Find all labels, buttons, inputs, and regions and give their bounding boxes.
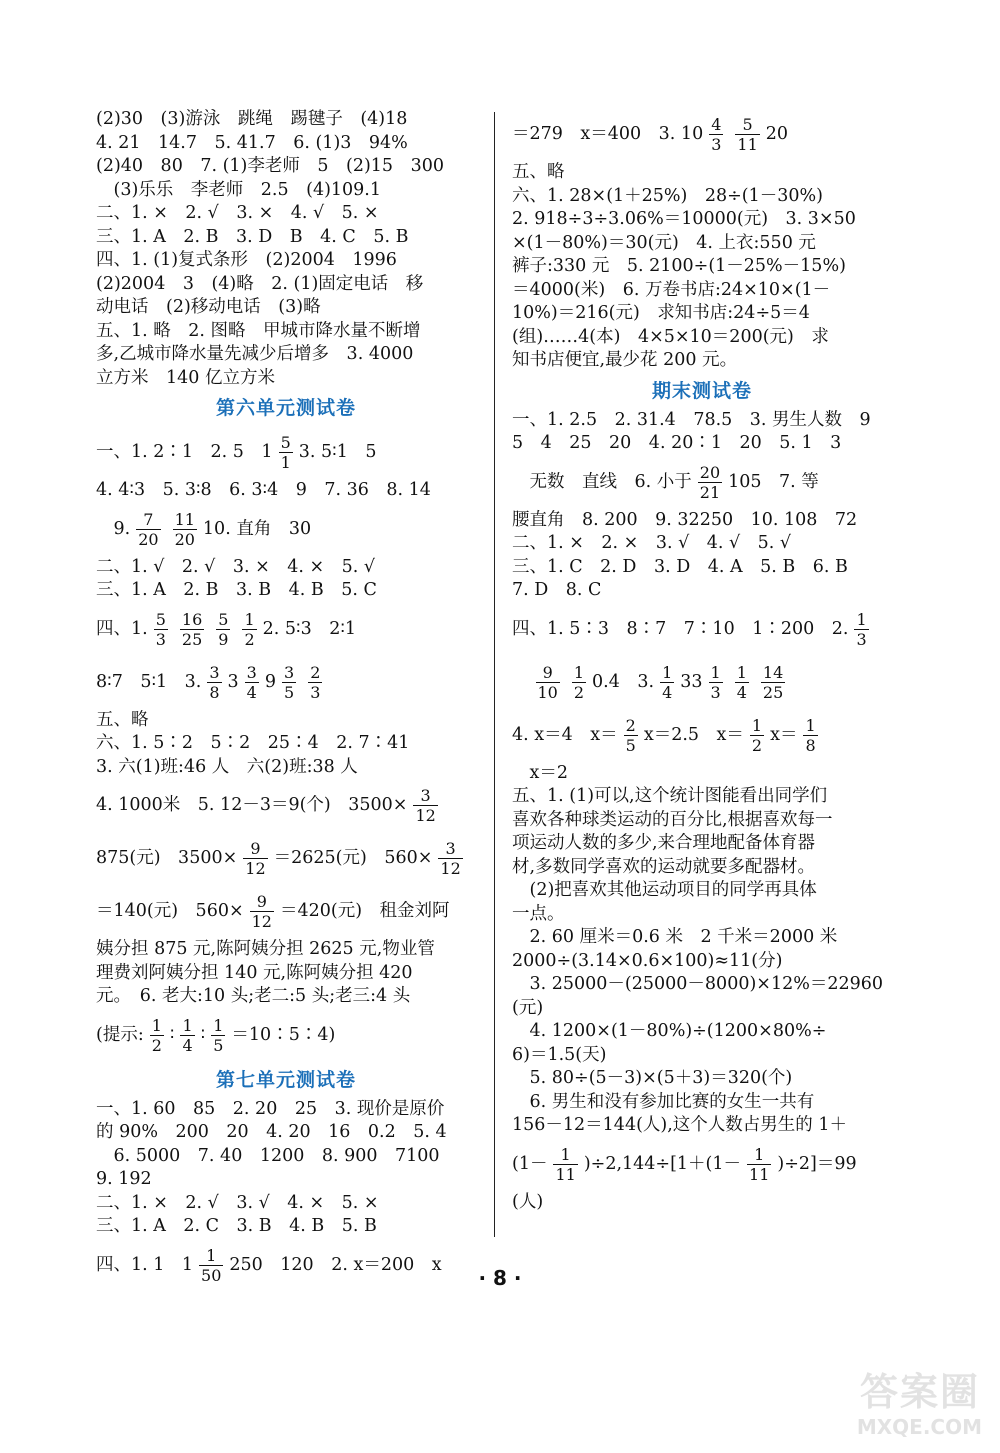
fraction-numerator: 16 xyxy=(181,609,203,629)
answer-line xyxy=(512,1020,892,1043)
fraction-numerator: 9 xyxy=(250,839,261,858)
fraction-denominator: 4 xyxy=(662,682,673,702)
answer-line xyxy=(96,426,476,478)
answer-text: 五、1. 略 2. 图略 甲城市降水量不断增 xyxy=(96,320,421,341)
watermark-bottom-text: MXQE.COM xyxy=(856,1415,982,1439)
answer-line xyxy=(96,579,476,602)
answer-text: 105 7. 等 xyxy=(728,471,819,492)
fraction-numerator: 9 xyxy=(256,892,267,911)
fraction-numerator: 1 xyxy=(213,1015,224,1035)
answer-text: 10. 直角 30 xyxy=(202,518,312,539)
fraction xyxy=(279,433,293,472)
answer-text: 四、1. xyxy=(96,618,148,639)
fraction-numerator: 5 xyxy=(280,433,291,452)
answer-line xyxy=(96,179,476,202)
fraction xyxy=(624,716,638,755)
answer-line xyxy=(96,343,476,366)
answer-text: ×(1－80%)＝30(元) 4. 上衣:550 元 xyxy=(512,232,816,253)
answer-text: 2. 5∶3 2∶1 xyxy=(262,618,357,639)
fraction-denominator: 3 xyxy=(710,682,721,702)
answer-line xyxy=(512,926,892,949)
answer-line xyxy=(512,879,892,902)
fraction xyxy=(438,839,462,878)
fraction-numerator: 3 xyxy=(284,662,295,682)
fraction-numerator: 1 xyxy=(151,1015,162,1035)
answer-line xyxy=(96,132,476,155)
fraction-denominator: 50 xyxy=(201,1265,222,1285)
fraction xyxy=(216,610,230,649)
answer-text: 的 90% 200 20 4. 20 16 0.2 5. 4 xyxy=(96,1122,447,1142)
answer-text: 三、1. C 2. D 3. D 4. A 5. B 6. B xyxy=(512,556,848,577)
right-column xyxy=(512,108,892,1214)
answer-text: (2)把喜欢其他运动项目的同学再具体 xyxy=(512,880,817,900)
answer-text: (3)乐乐 李老师 2.5 (4)109.1 xyxy=(96,179,382,200)
answer-text: 2. 918÷3÷3.06%＝10000(元) 3. 3×50 xyxy=(512,209,856,229)
fraction xyxy=(154,610,168,649)
answer-line xyxy=(512,1138,892,1190)
answer-line xyxy=(96,656,476,708)
answer-text: 姨分担 875 元,陈阿姨分担 2625 元,物业管 xyxy=(96,939,435,959)
answer-line xyxy=(512,185,892,208)
fraction xyxy=(854,610,868,649)
answer-text: 三、1. A 2. B 3. B 4. B 5. C xyxy=(96,580,377,600)
answer-line xyxy=(96,503,476,555)
fraction-numerator: 1 xyxy=(736,662,747,682)
fraction-denominator: 1 xyxy=(280,453,291,472)
answer-text: ＝420(元) 租金刘阿 xyxy=(279,901,450,921)
fraction-denominator: 25 xyxy=(181,629,203,649)
answer-text: 知书店便宜,最少花 200 元。 xyxy=(512,350,738,370)
answer-text: 二、1. × 2. √ 3. √ 4. × 5. × xyxy=(96,1192,379,1213)
section-heading: 第六单元测试卷 xyxy=(215,397,356,419)
answer-text: 三、1. A 2. B 3. D B 4. C 5. B xyxy=(96,226,409,247)
answer-line xyxy=(96,155,476,178)
fraction-denominator: 5 xyxy=(284,682,295,702)
fraction xyxy=(660,663,674,702)
answer-line xyxy=(96,603,476,655)
fraction-denominator: 3 xyxy=(856,629,867,649)
fraction-denominator: 12 xyxy=(440,859,461,878)
fraction-numerator: 1 xyxy=(751,715,763,735)
answer-line xyxy=(96,1009,476,1061)
answer-line xyxy=(512,832,892,855)
answer-line xyxy=(512,1067,892,1090)
fraction-numerator: 5 xyxy=(218,609,229,629)
fraction xyxy=(803,716,817,755)
answer-text: 无数 直线 6. 小于 xyxy=(512,471,692,492)
fraction-denominator: 4 xyxy=(182,1035,193,1055)
answer-text: 6. 男生和没有参加比赛的女生一共有 xyxy=(512,1091,815,1112)
fraction-denominator: 11 xyxy=(555,1164,576,1184)
answer-text: 2. 60 厘米＝0.6 米 2 千米＝2000 米 xyxy=(512,927,838,947)
answer-text: )÷2]＝99 xyxy=(777,1153,857,1174)
answer-line xyxy=(512,208,892,231)
answer-text: (2)2004 3 (4)略 2. (1)固定电话 移 xyxy=(96,273,424,294)
fraction-numerator: 20 xyxy=(699,462,721,482)
answer-text: 四、1. (1)复式条形 (2)2004 1996 xyxy=(96,250,397,270)
answer-text: (提示: xyxy=(96,1024,144,1045)
fraction xyxy=(211,1016,225,1055)
answer-line xyxy=(512,809,892,832)
answer-line xyxy=(512,232,892,255)
answer-line xyxy=(512,532,892,555)
answer-text: x＝2 xyxy=(512,762,569,783)
answer-line xyxy=(512,656,892,708)
fraction-denominator: 5 xyxy=(213,1035,224,1055)
answer-text: 4. 1000米 5. 12－3＝9(个) 3500× xyxy=(96,795,408,815)
answer-text: 二、1. √ 2. √ 3. × 4. × 5. √ xyxy=(96,556,376,577)
fraction xyxy=(150,1016,164,1055)
answer-line xyxy=(96,756,476,779)
answer-text: 多,乙城市降水量先减少后增多 3. 4000 xyxy=(96,344,414,364)
fraction-numerator: 1 xyxy=(244,609,255,629)
fraction-numerator: 3 xyxy=(246,662,257,682)
answer-text: 33 xyxy=(680,671,703,692)
answer-text: ＝4000(米) 6. 万卷书店:24×10×(1－ xyxy=(512,279,831,300)
answer-line xyxy=(512,108,892,160)
answer-text: ＝279 x＝400 3. 10 xyxy=(512,124,704,144)
answer-line xyxy=(512,349,892,372)
answer-text: (2)30 (3)游泳 跳绳 踢毽子 (4)18 xyxy=(96,109,408,129)
fraction-numerator: 3 xyxy=(209,662,220,682)
watermark-top-text: 答案圈 xyxy=(859,1370,980,1414)
fraction xyxy=(709,663,723,702)
fraction-denominator: 12 xyxy=(415,806,436,825)
answer-text: 腰直角 8. 200 9. 32250 10. 108 72 xyxy=(512,509,858,530)
fraction-numerator: 1 xyxy=(662,662,673,682)
section-heading: 期末测试卷 xyxy=(651,379,752,402)
answer-text: 四、1. 1 1 xyxy=(96,1254,194,1275)
fraction-numerator: 1 xyxy=(560,1144,571,1164)
fraction-denominator: 2 xyxy=(151,1035,162,1055)
fraction-numerator: 3 xyxy=(445,839,456,858)
fraction-numerator: 14 xyxy=(762,662,784,682)
answer-text: 二、1. × 2. × 3. √ 4. √ 5. √ xyxy=(512,533,792,553)
answer-text: ∶ xyxy=(200,1024,206,1045)
fraction xyxy=(572,663,586,702)
answer-line xyxy=(512,1191,892,1214)
answer-line xyxy=(512,709,892,761)
answer-line xyxy=(96,202,476,225)
fraction xyxy=(207,663,221,702)
fraction xyxy=(735,663,749,702)
answer-text: 项运动人数的多少,来合理地配备体育器 xyxy=(512,833,816,853)
answer-line xyxy=(96,1192,476,1215)
fraction xyxy=(136,510,160,549)
fraction xyxy=(308,663,322,702)
answer-text: 3. 5∶1 5 xyxy=(298,442,377,462)
answer-text: 二、1. × 2. √ 3. × 4. √ 5. × xyxy=(96,203,379,223)
answer-text: ＝10∶5∶4) xyxy=(231,1024,336,1045)
answer-text: 4. 1200×(1－80%)÷(1200×80%÷ xyxy=(512,1021,827,1041)
answer-line xyxy=(512,785,892,808)
answer-text: 6)＝1.5(天) xyxy=(512,1044,607,1065)
answer-line xyxy=(512,856,892,879)
answer-text: 6. 5000 7. 40 1200 8. 900 7100 xyxy=(96,1145,440,1166)
fraction-denominator: 4 xyxy=(246,682,257,702)
answer-line xyxy=(96,108,476,131)
answer-text: x＝2.5 x＝ xyxy=(643,724,744,745)
answer-text: 7. D 8. C xyxy=(512,580,602,600)
fraction-denominator: 10 xyxy=(537,682,558,702)
answer-line xyxy=(512,432,892,455)
answer-text: 三、1. A 2. C 3. B 4. B 5. B xyxy=(96,1216,377,1236)
answer-line xyxy=(96,732,476,755)
answer-text: 理费刘阿姨分担 140 元,陈阿姨分担 420 xyxy=(96,962,413,983)
answer-line xyxy=(96,1098,476,1121)
answer-text: (人) xyxy=(512,1191,544,1212)
answer-line xyxy=(96,556,476,579)
fraction xyxy=(250,892,274,931)
answer-text: 9. xyxy=(96,518,131,539)
fraction xyxy=(698,463,722,502)
answer-line xyxy=(96,226,476,249)
fraction-numerator: 5 xyxy=(155,609,166,629)
fraction-denominator: 21 xyxy=(699,482,721,502)
answer-line xyxy=(512,973,892,996)
answer-line xyxy=(96,962,476,985)
answer-text: 材,多数同学喜欢的运动就要多配器材。 xyxy=(512,856,816,877)
answer-text: 五、略 xyxy=(96,709,149,730)
watermark-logo xyxy=(836,1361,986,1441)
answer-text: 六、1. 28×(1＋25%) 28÷(1－30%) xyxy=(512,185,823,206)
answer-line xyxy=(96,273,476,296)
fraction-denominator: 20 xyxy=(138,529,159,549)
answer-text: 立方米 140 亿立方米 xyxy=(96,367,275,388)
answer-line xyxy=(96,1168,476,1191)
fraction xyxy=(245,663,259,702)
fraction-denominator: 4 xyxy=(736,682,747,702)
answer-line xyxy=(512,456,892,508)
answer-text: 4. 21 14.7 5. 41.7 6. (1)3 94% xyxy=(96,132,408,153)
fraction-numerator: 1 xyxy=(805,715,816,735)
fraction-numerator: 1 xyxy=(754,1144,765,1164)
answer-text: ∶ xyxy=(169,1024,175,1045)
column-divider xyxy=(494,112,495,1237)
fraction xyxy=(553,1145,577,1184)
fraction-numerator: 1 xyxy=(182,1015,193,1035)
answer-text: 9 xyxy=(264,671,276,692)
fraction xyxy=(180,1016,194,1055)
answer-text: 五、略 xyxy=(512,162,565,182)
fraction xyxy=(750,716,764,755)
answer-text: 0.4 3. xyxy=(592,671,655,692)
fraction-numerator: 2 xyxy=(625,715,636,735)
answer-text: x＝ xyxy=(770,724,798,745)
answer-text: (1－ xyxy=(512,1153,548,1174)
answer-text: 9. 192 xyxy=(96,1169,152,1189)
answer-line xyxy=(96,367,476,390)
answer-text: 一、1. 60 85 2. 20 25 3. 现价是原价 xyxy=(96,1098,445,1119)
answer-line xyxy=(96,479,476,502)
answer-text: 5 4 25 20 4. 20∶1 20 5. 1 3 xyxy=(512,433,842,453)
fraction xyxy=(173,510,197,549)
fraction xyxy=(242,610,256,649)
page-number: · 8 · xyxy=(478,1266,522,1290)
answer-text: 裤子:330 元 5. 2100÷(1－25%－15%) xyxy=(512,256,846,276)
answer-line xyxy=(96,296,476,319)
answer-line xyxy=(96,1121,476,1144)
answer-text: (元) xyxy=(512,997,544,1018)
fraction-numerator: 7 xyxy=(143,509,154,529)
answer-text: 3. 25000－(25000－8000)×12%＝22960 xyxy=(512,974,884,994)
fraction xyxy=(243,839,267,878)
fraction-denominator: 2 xyxy=(573,682,585,702)
answer-line xyxy=(96,985,476,1008)
answer-text xyxy=(512,672,530,692)
answer-text: 动电话 (2)移动电话 (3)略 xyxy=(96,297,321,317)
answer-line xyxy=(512,556,892,579)
answer-line xyxy=(512,579,892,602)
answer-line xyxy=(512,161,892,184)
answer-text: 一点。 xyxy=(512,903,565,924)
answer-line xyxy=(96,885,476,937)
answer-text: )÷2,144÷[1＋(1－ xyxy=(583,1153,742,1174)
answer-text: 一、1. 2.5 2. 31.4 78.5 3. 男生人数 9 xyxy=(512,409,871,430)
fraction-denominator: 9 xyxy=(218,629,229,649)
fraction xyxy=(761,663,785,702)
answer-text: 五、1. (1)可以,这个统计图能看出同学们 xyxy=(512,786,828,806)
answer-text: 喜欢各种球类运动的百分比,根据喜欢每一 xyxy=(512,809,833,830)
answer-line xyxy=(512,1114,892,1137)
answer-text: 20 xyxy=(765,124,789,144)
answer-text: 四、1. 5∶3 8∶7 7∶10 1∶200 2. xyxy=(512,618,849,639)
answer-text: ＝140(元) 560× xyxy=(96,901,244,921)
answer-text: 8∶7 5∶1 3. xyxy=(96,671,202,692)
fraction-numerator: 11 xyxy=(174,509,195,529)
answer-line xyxy=(96,320,476,343)
answer-text: 3 xyxy=(227,671,239,692)
answer-text: ＝2625(元) 560× xyxy=(273,848,433,868)
answer-line xyxy=(512,1044,892,1067)
left-column xyxy=(96,108,476,1292)
fraction-denominator: 25 xyxy=(762,682,784,702)
fraction-denominator: 8 xyxy=(209,682,220,702)
fraction-numerator: 2 xyxy=(310,662,321,682)
answer-text: 875(元) 3500× xyxy=(96,848,238,868)
section-heading: 第七单元测试卷 xyxy=(215,1068,356,1091)
answer-line xyxy=(512,950,892,973)
answer-line xyxy=(512,509,892,532)
answer-line xyxy=(96,249,476,272)
answer-text: 3. 六(1)班:46 人 六(2)班:38 人 xyxy=(96,756,358,777)
answer-line xyxy=(512,603,892,655)
fraction-numerator: 1 xyxy=(573,662,585,682)
fraction-denominator: 2 xyxy=(244,629,255,649)
fraction xyxy=(747,1145,771,1184)
answer-line xyxy=(512,997,892,1020)
answer-text: 10%)＝216(元) 求知书店:24÷5＝4 xyxy=(512,303,810,323)
fraction-denominator: 20 xyxy=(174,529,195,549)
answer-text: 六、1. 5∶2 5∶2 25∶4 2. 7∶41 xyxy=(96,733,410,753)
fraction-numerator: 1 xyxy=(206,1245,217,1265)
fraction-denominator: 5 xyxy=(625,735,636,755)
answer-line xyxy=(512,279,892,302)
fraction-denominator: 11 xyxy=(737,135,758,154)
answer-text: 5. 80÷(5－3)×(5＋3)＝320(个) xyxy=(512,1068,793,1088)
answer-line xyxy=(512,409,892,432)
fraction-denominator: 2 xyxy=(751,735,763,755)
fraction-denominator: 11 xyxy=(749,1164,770,1184)
answer-text: 2000÷(3.14×0.6×100)≈11(分) xyxy=(512,950,783,971)
answer-text: 250 120 2. x＝200 x xyxy=(229,1254,442,1275)
fraction-numerator: 1 xyxy=(710,662,721,682)
fraction-numerator: 3 xyxy=(420,786,431,805)
fraction-denominator: 8 xyxy=(805,735,816,755)
answer-line xyxy=(96,779,476,831)
fraction-numerator: 1 xyxy=(856,609,867,629)
answer-line xyxy=(96,1145,476,1168)
answer-line xyxy=(96,938,476,961)
fraction xyxy=(709,115,723,154)
answer-line xyxy=(512,255,892,278)
fraction-numerator: 5 xyxy=(742,115,753,134)
answer-text: (组)……4(本) 4×5×10＝200(元) 求 xyxy=(512,326,829,347)
answer-line xyxy=(96,832,476,884)
answer-line xyxy=(512,762,892,785)
fraction xyxy=(413,786,437,825)
fraction-denominator: 3 xyxy=(310,682,321,702)
answer-line xyxy=(96,1215,476,1238)
fraction-denominator: 3 xyxy=(155,629,166,649)
answer-text: 元。 6. 老大:10 头;老二:5 头;老三:4 头 xyxy=(96,986,411,1006)
fraction-numerator: 9 xyxy=(542,662,553,682)
answer-line xyxy=(96,709,476,732)
answer-text: (2)40 80 7. (1)李老师 5 (2)15 300 xyxy=(96,156,444,176)
fraction xyxy=(536,663,560,702)
answer-line xyxy=(512,903,892,926)
answer-line xyxy=(512,302,892,325)
fraction-denominator: 12 xyxy=(251,912,272,931)
answer-text: 一、1. 2∶1 2. 5 1 xyxy=(96,442,273,462)
answer-text: 4. 4∶3 5. 3∶8 6. 3∶4 9 7. 36 8. 14 xyxy=(96,480,431,500)
answer-line xyxy=(512,1091,892,1114)
fraction xyxy=(735,115,759,154)
fraction-denominator: 12 xyxy=(245,859,266,878)
fraction-denominator: 3 xyxy=(711,135,722,154)
answer-text: 4. x＝4 x＝ xyxy=(512,724,618,745)
fraction-numerator: 4 xyxy=(711,115,722,134)
answer-line xyxy=(512,326,892,349)
fraction xyxy=(180,610,204,649)
answer-text: 156－12＝144(人),这个人数占男生的 1＋ xyxy=(512,1115,847,1135)
fraction xyxy=(282,663,296,702)
